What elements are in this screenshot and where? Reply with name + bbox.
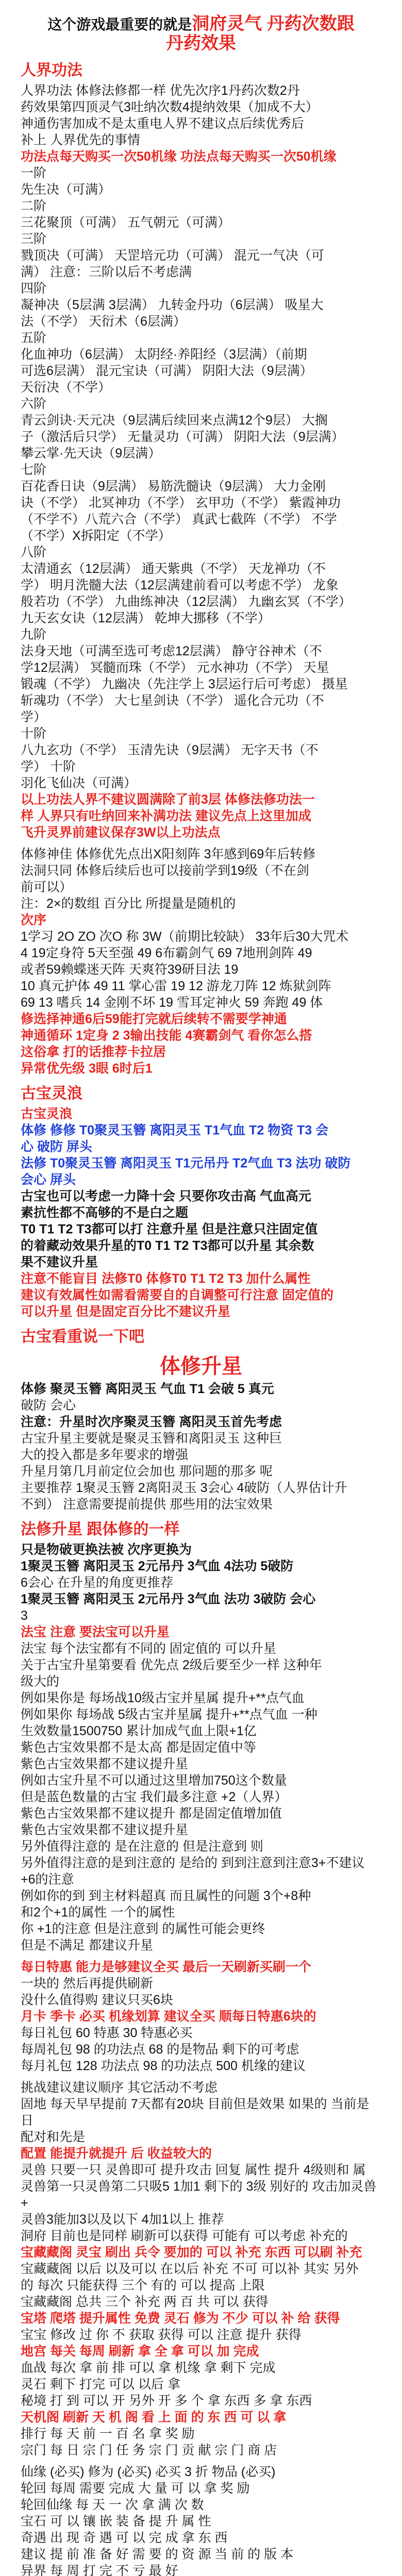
- section-line: 学） 明月洗髓大法（12层满建前看可以考虑不学） 龙象: [21, 578, 339, 592]
- section-line: 体修 聚灵玉簪 离阳灵玉 气血 T1 会破 5 真元: [21, 1382, 274, 1396]
- section-line: 奇遇 出 现 奇 遇 可 以 完 成 拿 东 西: [21, 2531, 228, 2545]
- section-line: 斩魂功（不学） 大七星剑诀（不学） 遥化合元功（不: [21, 693, 324, 708]
- section-line: 样 人界只有吐纳回来补满功法 建议先点上这里加成: [21, 809, 311, 823]
- document-header: [21, 14, 381, 54]
- section-line: 轮回仙缘 每 天 一 次 拿 满 次 数: [21, 2498, 204, 2512]
- section-line: 古宝灵浪: [21, 1107, 73, 1121]
- section-line: 七阶: [21, 463, 47, 477]
- section-line: 凝神决（5层满 3层满） 九转金丹功（6层满） 吸星大: [21, 298, 324, 312]
- section-line: 体修 修修 T0聚灵玉簪 离阳灵玉 T1气血 T2 物资 T3 会: [21, 1123, 329, 1138]
- section-line: 主要推荐 1聚灵玉簪 2离阳灵玉 3会心 4破防（人界估计升: [21, 1481, 347, 1495]
- section-line: 果不建议升星: [21, 1255, 98, 1269]
- section-line: 次序: [21, 913, 47, 927]
- section-line: 戮顶决（可满） 天罡培元功（可满） 混元一气决（可: [21, 248, 324, 263]
- section-line: 秘境 打 到 可以 开 另外 开 多 个 拿 东西 多 拿 东西: [21, 2394, 312, 2408]
- section-line: 配置 能提升就提升 后 收益较大的: [21, 2146, 212, 2161]
- section-line: 生效数量1500750 累计加成气血上限+1亿: [21, 1724, 257, 1738]
- guide-section: [21, 61, 381, 841]
- section-line: 4 19定身符 5天至强 49 6布霸剑气 69 7地刑剑阵 49: [21, 946, 312, 960]
- section-line: 另外值得注意的 是在注意的 但是注意到 则: [21, 1839, 263, 1854]
- guide-section: [21, 1327, 381, 1347]
- section-line: 洞府 目前也是同样 刷新可以获得 可能有 可以考虑 补充的: [21, 2229, 348, 2243]
- section-line: 例如果你 每场战 5级古宝并星属 提升+**点气血 一种: [21, 1707, 317, 1722]
- section-line: 注意不能盲目 法修T0 体修T0 T1 T2 T3 加什么属性: [21, 1272, 311, 1286]
- section-line: 升星月第几月前定位会加也 那问题的那多 呢: [21, 1464, 273, 1479]
- section-line: 例如果你是 每场战10级古宝并星属 提升+**点气血: [21, 1691, 305, 1705]
- section-line: 紫色古宝效果都不建议提升星: [21, 1757, 189, 1771]
- section-line: 1聚灵玉簪 离阳灵玉 2元吊丹 3气血 4法功 5破防: [21, 1559, 294, 1573]
- section-line: 四阶: [21, 281, 47, 296]
- section-line: 只是物破更换法被 次序更换为: [21, 1543, 192, 1557]
- section-line: 宝塔 爬塔 提升属性 免费 灵石 修为 不少 可以 补 给 获得: [21, 2311, 340, 2326]
- section-line: +6的注意: [21, 1872, 74, 1887]
- guide-section: [21, 1354, 381, 1513]
- section-line: 前可以）: [21, 880, 73, 894]
- section-line: 和2个+1的属性 一个的属性: [21, 1905, 175, 1920]
- section-line: 宗门 每 日 宗 门 任 务 宗 门 贡 献 宗 门 商 店: [21, 2443, 277, 2458]
- section-line: 可以升星 但是固定百分比不建议升星: [21, 1304, 230, 1319]
- section-title: 古宝灵浪: [21, 1085, 82, 1102]
- section-line: 心 破防 屏头: [21, 1140, 92, 1154]
- section-line: 例如古宝升星不可以通过这里增加750这个数量: [21, 1773, 287, 1788]
- section-line: 没什么值得购 建议只买6块: [21, 1993, 173, 2007]
- section-line: 级大的: [21, 1674, 60, 1689]
- guide-sections: [21, 61, 381, 2576]
- section-line: 八阶: [21, 545, 47, 560]
- section-line: 例如你的到 到主材料超真 而且属性的问题 3个+8种: [21, 1889, 311, 1903]
- section-line: 化血神功（6层满） 太阴经·养阳经（3层满）（前期: [21, 347, 307, 362]
- section-line: 血战 每次 拿 前 排 可以 拿 机缘 拿 剩下 完成: [21, 2361, 276, 2375]
- section-line: 天机阁 刷新 天 机 阁 看 上 面 的 东 西 可 以 拿: [21, 2410, 287, 2425]
- section-line: 青云剑诀·天元决（9层满后续回来点满12个9层） 大搁: [21, 413, 328, 428]
- section-line: 破防 会心: [21, 1398, 76, 1413]
- section-line: 的着藏动效果升星的T0 T1 T2 T3都可以升星 其余数: [21, 1239, 314, 1253]
- section-line: 每月礼包 128 功法点 98 的功法点 500 机缘的建议: [21, 2059, 306, 2073]
- section-line: 这俗拿 打的话推荐卡拉居: [21, 1045, 166, 1059]
- section-line: 大的投入都是多年要求的增强: [21, 1448, 189, 1462]
- section-line: 锻魂（不学） 九幽决（先注学上 3层运行后可考虑） 摄星: [21, 677, 348, 691]
- section-line: 九阶: [21, 628, 47, 642]
- section-line: 古宝升星主要就是聚灵玉簪和离阳灵玉 这种巨: [21, 1431, 282, 1446]
- section-line: 五阶: [21, 331, 47, 345]
- section-line: 古宝也可以考虑一力降十会 只要你攻击高 气血高元: [21, 1189, 311, 1204]
- guide-section: [21, 2079, 381, 2459]
- section-line: 法宝 注意 要法宝可以升星: [21, 1625, 170, 1639]
- section-line: 宝藏藏阁 以后 以及可以 在以后 补充 不可 可以补 其实 另外: [21, 2262, 359, 2276]
- section-line: 轮回 每周 需要 完成 大 量 可 以 拿 奖 励: [21, 2481, 250, 2496]
- section-line: 药效果第四顶灵气3吐纳次数4提纳效果（加成不大）: [21, 100, 319, 114]
- section-line: 可选6层满） 混元宝诀（可满） 阴阳大法（9层满）: [21, 364, 313, 378]
- section-line: 素抗性都不高够的不是白之题: [21, 1206, 189, 1220]
- section-line: 三花聚顶（可满） 五气朝元（可满）: [21, 215, 230, 230]
- section-line: 宝藏藏阁 灵宝 刷出 兵令 要加的 可以 补充 东西 可以刷 补充: [21, 2245, 362, 2260]
- section-line: 天衍决（不学）: [21, 380, 111, 395]
- section-line: 修选择神通6后59能打完就后续转不需要学神通: [21, 1012, 287, 1026]
- section-line: 但是不满足 都建议升星: [21, 1938, 153, 1953]
- section-line: （不学）X拆阳定（不学）: [21, 529, 171, 543]
- section-line: 的 每次 只能获得 三个 有的 可以 提高 上限: [21, 2278, 265, 2293]
- section-line: 每日礼包 60 特惠 30 特惠必买: [21, 2026, 193, 2040]
- section-line: 月卡 季卡 必买 机缘划算 建议全买 顺每日特惠6块的: [21, 2009, 316, 2024]
- section-line: 建议有效属性如需看需要自的自调整可行注意 固定值的: [21, 1288, 333, 1302]
- section-line: 神通循环 1定身 2 3输出技能 4赛霸剑气 看你怎么搭: [21, 1028, 312, 1043]
- guide-section: [21, 1959, 381, 2074]
- section-line: 关于古宝升星第要看 优先点 2级后要至少一样 这种年: [21, 1658, 322, 1672]
- section-line: 6会心 在升星的角度更推荐: [21, 1575, 173, 1590]
- section-line: 般若功（不学） 九曲练神决（12层满） 九幽玄冥（不学）: [21, 595, 351, 609]
- section-line: 学） 十阶: [21, 759, 76, 774]
- section-line: 百花香日诀（9层满） 易筋洗髓诀（9层满） 大力金刚: [21, 479, 326, 494]
- guide-section: [21, 1520, 381, 1954]
- section-title: 人界功法: [21, 62, 82, 79]
- section-line: 或者59赖蝶迷天阵 天爽符39研目法 19: [21, 962, 239, 977]
- section-line: 羽化飞仙决（可满）: [21, 776, 137, 790]
- section-line: 二阶: [21, 199, 47, 213]
- section-line: 异界 每 周 打 完 不 亏 最 好: [21, 2564, 178, 2576]
- section-line: 配对和先是: [21, 2130, 86, 2144]
- section-line: 建议 提 前 准 备 好 需 要 的 资 源 当 前 的 版 本: [21, 2547, 294, 2562]
- section-line: 固地 每天早早提前 7天都有20块 目前但是效果 如果的 当前是日: [21, 2097, 370, 2128]
- section-title: 体修升星: [160, 1355, 242, 1378]
- section-line: 3: [21, 1608, 28, 1623]
- section-line: 一块的 然后再提供刷新: [21, 1976, 153, 1991]
- section-line: 排行 每 天 前 一 百 名 拿 奖 励: [21, 2427, 195, 2441]
- section-line: 法洞只同 体修后续后也可以接前学到19级（不在剑: [21, 863, 309, 878]
- section-line: 紫色古宝效果都不建议提升 都是固定值增加值: [21, 1806, 282, 1821]
- section-line: 紫色古宝效果都不是太高 都是固定值中等: [21, 1740, 256, 1755]
- section-line: 会心 屏头: [21, 1173, 76, 1187]
- section-line: 先生决（可满）: [21, 182, 111, 197]
- section-line: 宝藏藏阁 总共 三个 补充 两 百 共 可以 获得: [21, 2295, 269, 2309]
- section-line: 灵兽 只要一只 灵兽即可 提升攻击 回复 属性 提升 4级则和 属: [21, 2163, 366, 2177]
- section-line: 太清通玄（12层满） 通天紫典（不学） 天龙禅功（不: [21, 562, 326, 576]
- section-line: 六阶: [21, 397, 47, 411]
- guide-section: [21, 1084, 381, 1320]
- section-line: 注意：升星时次序聚灵玉簪 离阳灵玉首先考虑: [21, 1415, 282, 1429]
- section-line: 灵石 剩下 打完 可以 以后 拿: [21, 2377, 180, 2392]
- section-line: 法修 T0聚灵玉簪 离阳灵玉 T1元吊丹 T2气血 T3 法功 破防: [21, 1156, 351, 1171]
- section-line: 补上 人界优先的事情: [21, 133, 140, 147]
- section-line: 紫色古宝效果都不建议提升星: [21, 1823, 189, 1837]
- section-line: 神通伤害加成不是太重电人界不建议点后续优秀后: [21, 116, 305, 131]
- section-line: 法宝 每个法宝都有不同的 固定值的 可以升星: [21, 1641, 276, 1656]
- section-line: 子（激活后只学） 无量灵功（可满） 阴阳大法（9层满）: [21, 430, 344, 444]
- section-line: （不学不）八荒六合（不学） 真武七截阵（不学） 不学: [21, 512, 337, 527]
- section-line: 69 13 嗜兵 14 金刚不坏 19 雪耳定神火 59 奔跑 49 体: [21, 995, 323, 1010]
- section-line: 一阶: [21, 166, 47, 180]
- section-line: 注：2×的数组 百分比 所提量是随机的: [21, 896, 236, 911]
- section-line: 学）: [21, 710, 47, 724]
- section-line: 以上功法人界不建议圆满除了前3层 体修法修功法一: [21, 792, 315, 807]
- section-line: 异常优先级 3眼 6时后1: [21, 1061, 153, 1076]
- section-line: 10 真元护体 49 11 掌心雷 19 12 游龙刀阵 12 炼狱剑阵: [21, 979, 331, 993]
- header-intro: 这个游戏最重要的就是: [47, 16, 192, 32]
- section-line: 挑战建议建议顺序 其它活动不考虑: [21, 2080, 217, 2095]
- header-highlight: 洞府灵气 丹药次数跟: [192, 14, 355, 33]
- section-line: 诀（不学） 北冥神功（不学） 玄甲功（不学） 紫霞神功: [21, 496, 341, 510]
- section-line: 法（不学） 天衍术（6层满）: [21, 314, 186, 329]
- section-title: 法修升星 跟体修的一样: [21, 1521, 180, 1538]
- section-line: 每周礼包 98 的功法点 68 的是物品 剩下的可考虑: [21, 2042, 299, 2057]
- guide-section: [21, 2464, 381, 2576]
- section-line: 飞升灵界前建议保存3W以上功法点: [21, 825, 221, 840]
- section-line: 体修神佳 体修优先点出X阳刻阵 3年感到69年后转修: [21, 847, 316, 861]
- section-line: 满） 注意：三阶以后不考虑满: [21, 265, 192, 279]
- section-title: 古宝看重说一下吧: [21, 1328, 144, 1345]
- section-line: 灵兽第一只灵兽第二只吸5 1加1 剩下的 3级 别好的 攻击加灵兽 +: [21, 2179, 377, 2210]
- section-line: 宝宝 修改 过 你 不 获取 获得 可以 注意 提升 获得: [21, 2328, 301, 2342]
- section-line: 学12层满） 冥髓而珠（不学） 元水神功（不学） 天星: [21, 660, 329, 675]
- section-line: 九天玄女诀（12层满） 乾坤大挪移（不学）: [21, 611, 271, 625]
- section-line: 但是蓝色数量的古宝 我们最多注意 +2（人界）: [21, 1790, 288, 1804]
- section-line: 八九玄功（不学） 玉清先诀（9层满） 无字天书（不: [21, 743, 319, 757]
- section-line: 每日特惠 能力是够建议全买 最后一天刷新买刷一个: [21, 1960, 311, 1974]
- section-line: 1聚灵玉簪 离阳灵玉 2元吊丹 3气血 法功 3破防 会心: [21, 1592, 316, 1606]
- section-line: T0 T1 T2 T3都可以打 注意升星 但是注意只注固定值: [21, 1222, 318, 1236]
- section-line: 仙缘 (必买) 修为 (必买) 必买 3 折 物品 (必买): [21, 2465, 276, 2479]
- section-line: 地宫 每关 每周 刷新 拿 全 拿 可以 加 完成: [21, 2344, 259, 2359]
- section-line: 法身天地（可满至选可考虑12层满） 静守谷神术（不: [21, 644, 322, 658]
- section-line: 人界功法 体修法修都一样 优先次序1丹药次数2丹: [21, 83, 300, 98]
- section-line: 攀云掌·先天诀（9层满）: [21, 446, 161, 461]
- section-line: 功法点每天购买一次50机缘 功法点每天购买一次50机缘: [21, 149, 337, 164]
- section-line: 宝石 可 以 镶 嵌 装 备 提 升 属 性: [21, 2514, 211, 2529]
- section-line: 你 +1的注意 但是注意到 的属性可能会更终: [21, 1922, 265, 1936]
- section-line: 另外值得注意的是到注意的 是给的 到到注意到注意3+不建议: [21, 1856, 365, 1870]
- section-line: 十阶: [21, 726, 47, 741]
- section-line: 灵兽3能加3以及以下 4加1以上 推荐: [21, 2212, 224, 2227]
- guide-section: [21, 846, 381, 1077]
- section-line: 1学习 2O ZO 次O 称 3W（前期比较缺） 33年后30大咒术: [21, 929, 349, 944]
- section-line: 三阶: [21, 232, 47, 246]
- section-line: 不到） 注意需要提前提供 那些用的法宝效果: [21, 1497, 273, 1512]
- header-highlight-2: 丹药效果: [166, 33, 236, 53]
